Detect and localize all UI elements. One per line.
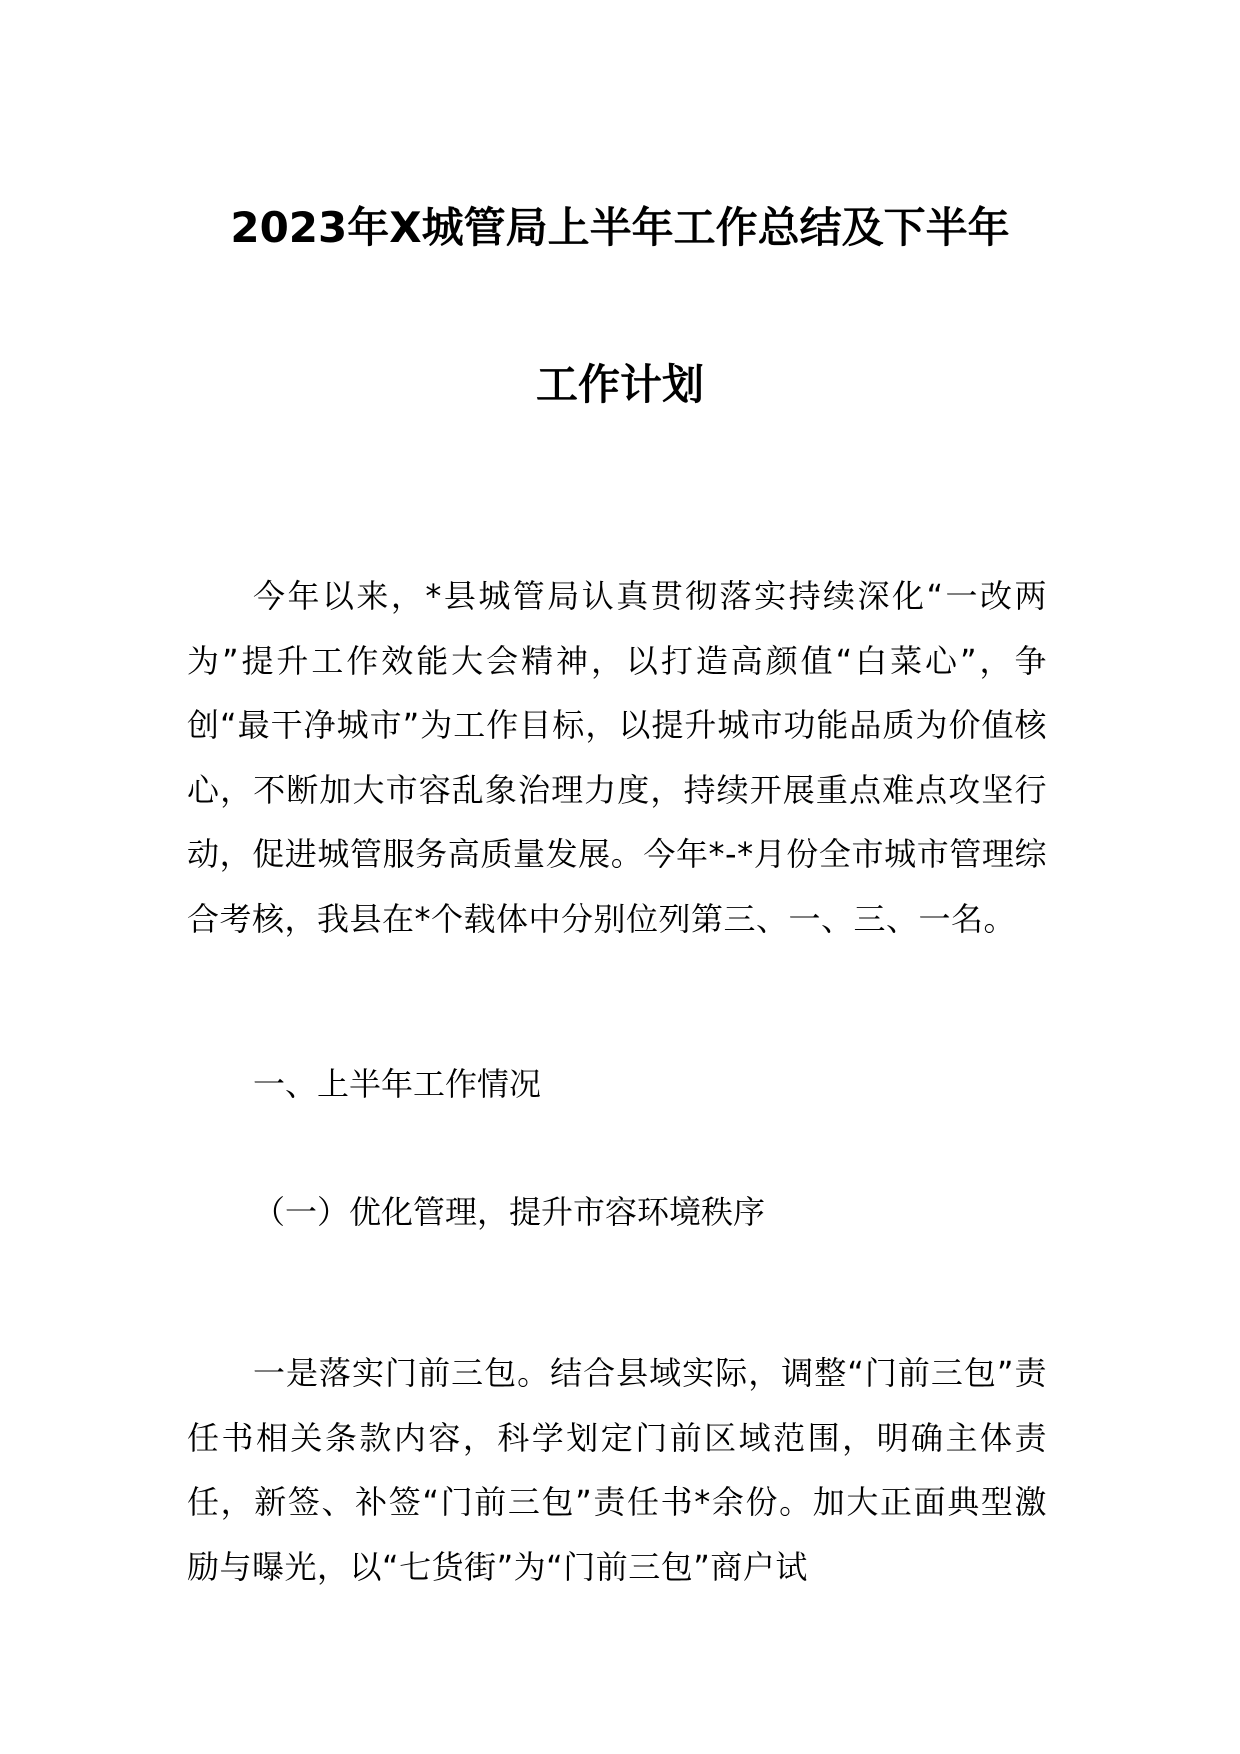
document-title-line-1: 2023年X城管局上半年工作总结及下半年 (230, 203, 1010, 252)
intro-paragraph: 今年以来，*县城管局认真贯彻落实持续深化“一改两为”提升工作效能大会精神，以打造高颜值“白菜心”，争创“最干净城市”为工作目标，以提升城市功能品质为价值核心，不断加大市容乱象治理力度，持续开展重点难点攻坚行动，促进城管服务高质量发展。今年*-*月份全市城市管理综合考核，我县在*个载体中分别位列第三、一、三、一名。 (187, 577, 1047, 938)
section-heading: 一、上半年工作情况 (253, 1065, 542, 1103)
document-title-line-2: 工作计划 (535, 360, 704, 409)
subsection-heading: （一）优化管理，提升市容环境秩序 (253, 1193, 766, 1231)
item-paragraph: 一是落实门前三包。结合县域实际，调整“门前三包”责任书相关条款内容，科学划定门前区域范围，明确主体责任，新签、补签“门前三包”责任书*余份。加大正面典型激励与曝光，以“七货街”为“门前三包”商户试 (187, 1354, 1047, 1586)
